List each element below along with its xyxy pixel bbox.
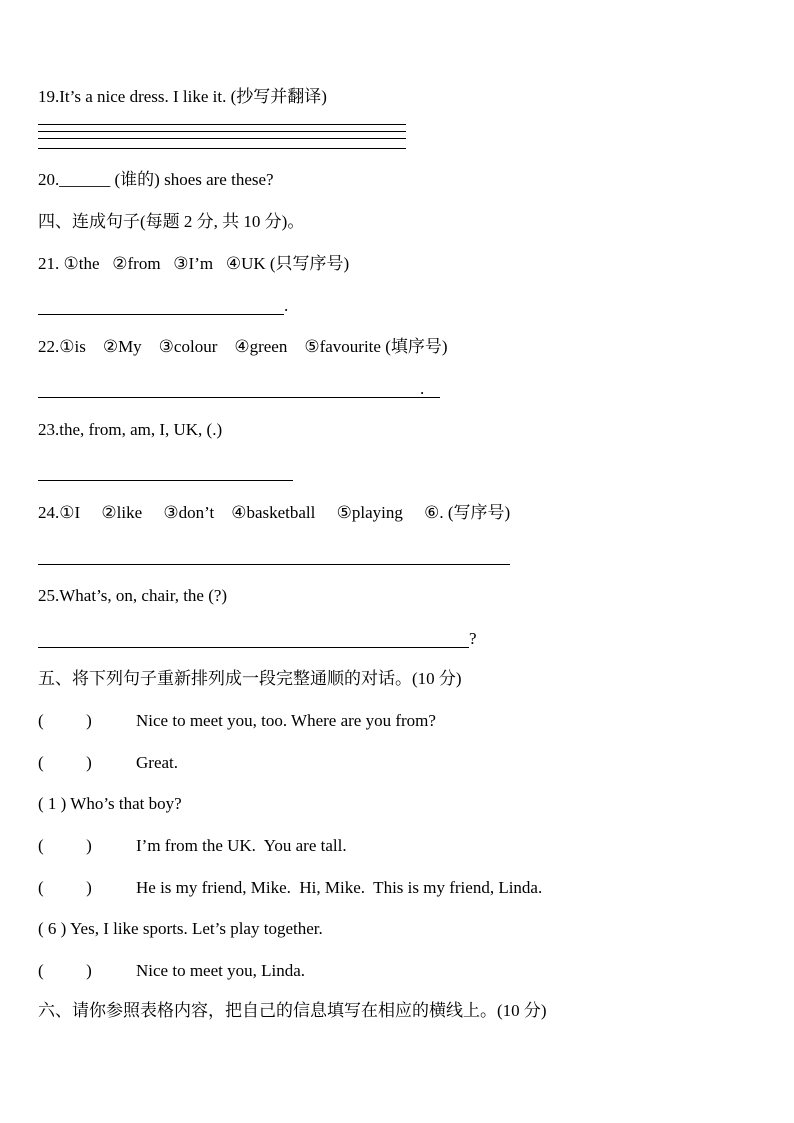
question-20: [38, 170, 274, 190]
writing-line-2[interactable]: [38, 131, 406, 132]
answer-line-22[interactable]: [38, 397, 440, 398]
order-blank[interactable]: ( ): [38, 961, 92, 980]
question-24: 24.①I ②like ③don’t ④basketball ⑤playing ⑥. (写序号): [38, 503, 511, 522]
answer-line-25[interactable]: [38, 647, 469, 648]
section-6-heading: 六、请你参照表格内容，把自己的信息填写在相应的横线上。(10 分): [38, 1001, 547, 1020]
question-25: 25.What’s, on, chair, the (?): [38, 586, 228, 605]
question-20-blank[interactable]: ______: [59, 170, 111, 189]
section-5-heading: 五、将下列句子重新排列成一段完整通顺的对话。(10 分): [38, 669, 462, 688]
section-4-heading: 四、连成句子(每题 2 分, 共 10 分)。: [38, 212, 305, 231]
dialogue-item: [38, 961, 305, 981]
dialogue-sentence: Yes, I like sports. Let’s play together.: [69, 919, 323, 938]
answer-22-period: .: [420, 379, 425, 398]
order-given: ( 6 ): [38, 919, 67, 938]
order-blank[interactable]: ( ): [38, 878, 92, 897]
dialogue-sentence: Nice to meet you, too. Where are you from?: [136, 711, 436, 730]
order-blank[interactable]: ( ): [38, 753, 92, 772]
answer-21-period: .: [284, 296, 289, 315]
question-21: 21. ①the ②from ③I’m ④UK (只写序号): [38, 254, 350, 273]
dialogue-item: [38, 836, 347, 856]
writing-line-3[interactable]: [38, 138, 406, 139]
question-23: 23.the, from, am, I, UK, (.): [38, 420, 223, 439]
answer-25-question-mark: ?: [469, 629, 477, 648]
dialogue-sentence: Who’s that boy?: [70, 794, 182, 813]
order-given: ( 1 ): [38, 794, 67, 813]
order-blank[interactable]: ( ): [38, 836, 92, 855]
dialogue-item: [38, 794, 182, 814]
dialogue-sentence: I’m from the UK. You are tall.: [136, 836, 347, 855]
question-20-text: (谁的) shoes are these?: [110, 170, 274, 189]
dialogue-item: [38, 919, 323, 939]
dialogue-sentence: Great.: [136, 753, 179, 772]
writing-line-1[interactable]: [38, 124, 406, 125]
question-19: 19.It’s a nice dress. I like it. (抄写并翻译): [38, 87, 327, 106]
question-20-number: 20.: [38, 170, 60, 189]
question-22: 22.①is ②My ③colour ④green ⑤favourite (填序号): [38, 337, 448, 356]
answer-line-24[interactable]: [38, 564, 510, 565]
dialogue-sentence: Nice to meet you, Linda.: [136, 961, 306, 980]
order-blank[interactable]: ( ): [38, 711, 92, 730]
dialogue-item: [38, 878, 542, 898]
writing-line-4[interactable]: [38, 148, 406, 149]
dialogue-item: [38, 711, 436, 731]
dialogue-item: [38, 753, 178, 773]
answer-line-23[interactable]: [38, 480, 293, 481]
answer-line-21[interactable]: [38, 314, 284, 315]
dialogue-sentence: He is my friend, Mike. Hi, Mike. This is my friend, Linda.: [136, 878, 543, 897]
